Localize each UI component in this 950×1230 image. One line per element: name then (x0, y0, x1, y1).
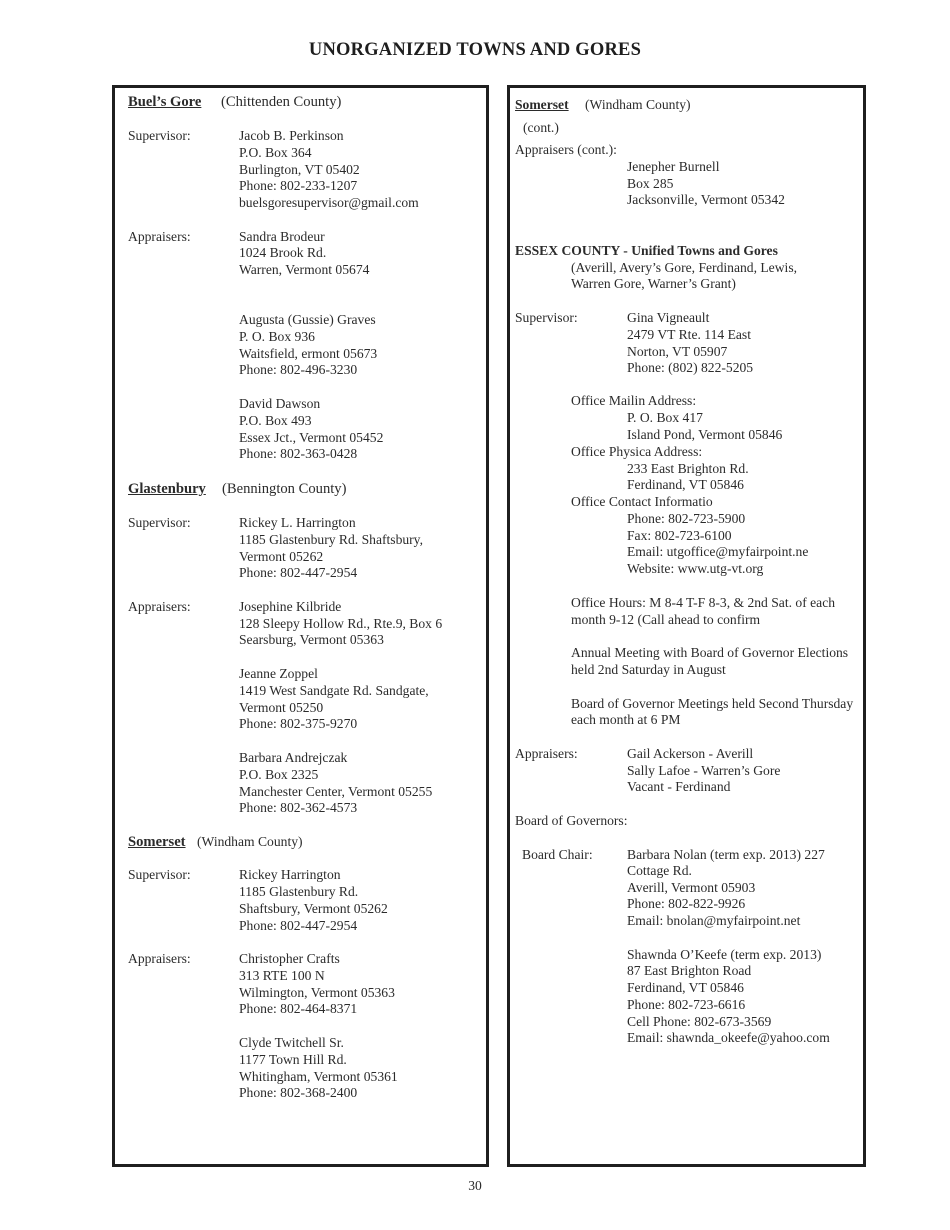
contact-line: Rickey L. Harrington (239, 515, 356, 530)
contact-line: Phone: 802-723-5900 (627, 511, 746, 526)
section-heading-glastenbury: Glastenbury (128, 481, 206, 497)
town-list-line: Warren Gore, Warner’s Grant) (571, 276, 736, 291)
appraiser-line: Sally Lafoe - Warren’s Gore (627, 763, 781, 778)
page-title: UNORGANIZED TOWNS AND GORES (308, 40, 642, 60)
annual-meeting-line: Annual Meeting with Board of Governor Elections (571, 645, 849, 660)
contact-line: Cell Phone: 802-673-3569 (627, 1014, 772, 1029)
contact-line: Phone: (802) 822-5205 (627, 360, 754, 375)
contact-line: P.O. Box 493 (239, 413, 312, 428)
supervisor-label: Supervisor: (128, 515, 191, 530)
contact-line: Vermont 05262 (239, 549, 324, 564)
contact-line: Shawnda O’Keefe (term exp. 2013) (627, 947, 822, 962)
appraiser-line: Vacant - Ferdinand (627, 779, 731, 794)
contact-line: Sandra Brodeur (239, 229, 325, 244)
section-heading-essex-county: ESSEX COUNTY - Unified Towns and Gores (515, 243, 778, 258)
contact-line: Phone: 802-375-9270 (239, 716, 358, 731)
physical-address-label: Office Physica Address: (571, 444, 703, 459)
contact-line: Phone: 802-496-3230 (239, 362, 358, 377)
contact-line: 233 East Brighton Rd. (627, 461, 749, 476)
board-meetings-line: Board of Governor Meetings held Second Thursday (571, 696, 854, 711)
contact-line: Ferdinand, VT 05846 (627, 980, 744, 995)
contact-line: Clyde Twitchell Sr. (239, 1035, 344, 1050)
contact-line: Phone: 802-362-4573 (239, 800, 358, 815)
contact-line: Searsburg, Vermont 05363 (239, 632, 384, 647)
contact-line: Box 285 (627, 176, 674, 191)
contact-info-label: Office Contact Informatio (571, 494, 713, 509)
contact-line: Barbara Nolan (term exp. 2013) 227 (627, 847, 825, 862)
contact-line: 87 East Brighton Road (627, 963, 752, 978)
contact-line: 1185 Glastenbury Rd. (239, 884, 359, 899)
contact-line: 1419 West Sandgate Rd. Sandgate, (239, 683, 429, 698)
contact-email: Email: utgoffice@myfairpoint.ne (627, 544, 809, 559)
page-number: 30 (468, 1178, 482, 1193)
contact-line: 1024 Brook Rd. (239, 245, 327, 260)
contact-line: Phone: 802-723-6616 (627, 997, 746, 1012)
contact-line: Burlington, VT 05402 (239, 162, 360, 177)
contact-line: David Dawson (239, 396, 321, 411)
appraisers-label: Appraisers: (128, 599, 191, 614)
contact-line: Warren, Vermont 05674 (239, 262, 370, 277)
county-label: (Bennington County) (222, 481, 347, 497)
office-hours-line: Office Hours: M 8-4 T-F 8-3, & 2nd Sat. of each (571, 595, 836, 610)
section-heading-buels-gore: Buel’s Gore (128, 94, 202, 110)
county-label: (Chittenden County) (221, 94, 342, 110)
contact-line: 2479 VT Rte. 114 East (627, 327, 751, 342)
section-heading-somerset-cont: Somerset (515, 97, 569, 112)
supervisor-label: Supervisor: (128, 867, 191, 882)
contact-line: Phone: 802-363-0428 (239, 446, 358, 461)
contact-line: Phone: 802-368-2400 (239, 1085, 358, 1100)
contact-line: Phone: 802-822-9926 (627, 896, 746, 911)
contact-line: P.O. Box 2325 (239, 767, 319, 782)
contact-line: Vermont 05250 (239, 700, 324, 715)
continued-label: (cont.) (523, 120, 559, 135)
contact-line: Josephine Kilbride (239, 599, 342, 614)
appraisers-label: Appraisers: (515, 746, 578, 761)
contact-line: Christopher Crafts (239, 951, 340, 966)
contact-line: Phone: 802-447-2954 (239, 918, 358, 933)
board-chair-label: Board Chair: (522, 847, 593, 862)
contact-line: Whitingham, Vermont 05361 (239, 1069, 398, 1084)
contact-line: 1177 Town Hill Rd. (239, 1052, 347, 1067)
board-meetings-line: each month at 6 PM (571, 712, 681, 727)
appraiser-line: Gail Ackerson - Averill (627, 746, 754, 761)
contact-line: Jacksonville, Vermont 05342 (627, 192, 785, 207)
contact-line: Gina Vigneault (627, 310, 710, 325)
mailing-address-label: Office Mailin Address: (571, 393, 697, 408)
contact-line: Augusta (Gussie) Graves (239, 312, 376, 327)
contact-line: Wilmington, Vermont 05363 (239, 985, 395, 1000)
contact-line: Barbara Andrejczak (239, 750, 348, 765)
contact-line: Essex Jct., Vermont 05452 (239, 430, 384, 445)
contact-line: Shaftsbury, Vermont 05262 (239, 901, 388, 916)
contact-line: Jenepher Burnell (627, 159, 720, 174)
appraisers-label: Appraisers: (128, 229, 191, 244)
contact-line: Waitsfield, ermont 05673 (239, 346, 378, 361)
contact-line: Jacob B. Perkinson (239, 128, 344, 143)
contact-line: Averill, Vermont 05903 (627, 880, 756, 895)
contact-line: Norton, VT 05907 (627, 344, 728, 359)
contact-line: Phone: 802-447-2954 (239, 565, 358, 580)
contact-line: P. O. Box 417 (627, 410, 703, 425)
contact-website: Website: www.utg-vt.org (627, 561, 764, 576)
contact-line: 313 RTE 100 N (239, 968, 325, 983)
contact-line: Island Pond, Vermont 05846 (627, 427, 783, 442)
contact-line: Phone: 802-233-1207 (239, 178, 358, 193)
contact-line: 128 Sleepy Hollow Rd., Rte.9, Box 6 (239, 616, 443, 631)
appraisers-label: Appraisers: (128, 951, 191, 966)
appraisers-label: Appraisers (cont.): (515, 142, 617, 157)
town-list-line: (Averill, Avery’s Gore, Ferdinand, Lewis, (571, 260, 798, 275)
county-label: (Windham County) (197, 834, 303, 849)
contact-email: Email: bnolan@myfairpoint.net (627, 913, 801, 928)
office-hours-line: month 9-12 (Call ahead to confirm (571, 612, 761, 627)
supervisor-label: Supervisor: (515, 310, 578, 325)
contact-line: 1185 Glastenbury Rd. Shaftsbury, (239, 532, 423, 547)
board-of-governors-label: Board of Governors: (515, 813, 628, 828)
section-heading-somerset: Somerset (128, 834, 186, 850)
contact-line: Phone: 802-464-8371 (239, 1001, 358, 1016)
contact-email: buelsgoresupervisor@gmail.com (239, 195, 419, 210)
contact-line: Cottage Rd. (627, 863, 692, 878)
contact-line: P.O. Box 364 (239, 145, 312, 160)
supervisor-label: Supervisor: (128, 128, 191, 143)
contact-line: Rickey Harrington (239, 867, 341, 882)
contact-email: Email: shawnda_okeefe@yahoo.com (627, 1030, 830, 1045)
contact-line: Fax: 802-723-6100 (627, 528, 732, 543)
county-label: (Windham County) (585, 97, 691, 112)
contact-line: Jeanne Zoppel (239, 666, 318, 681)
contact-line: Ferdinand, VT 05846 (627, 477, 744, 492)
contact-line: Manchester Center, Vermont 05255 (239, 784, 433, 799)
annual-meeting-line: held 2nd Saturday in August (571, 662, 726, 677)
contact-line: P. O. Box 936 (239, 329, 315, 344)
